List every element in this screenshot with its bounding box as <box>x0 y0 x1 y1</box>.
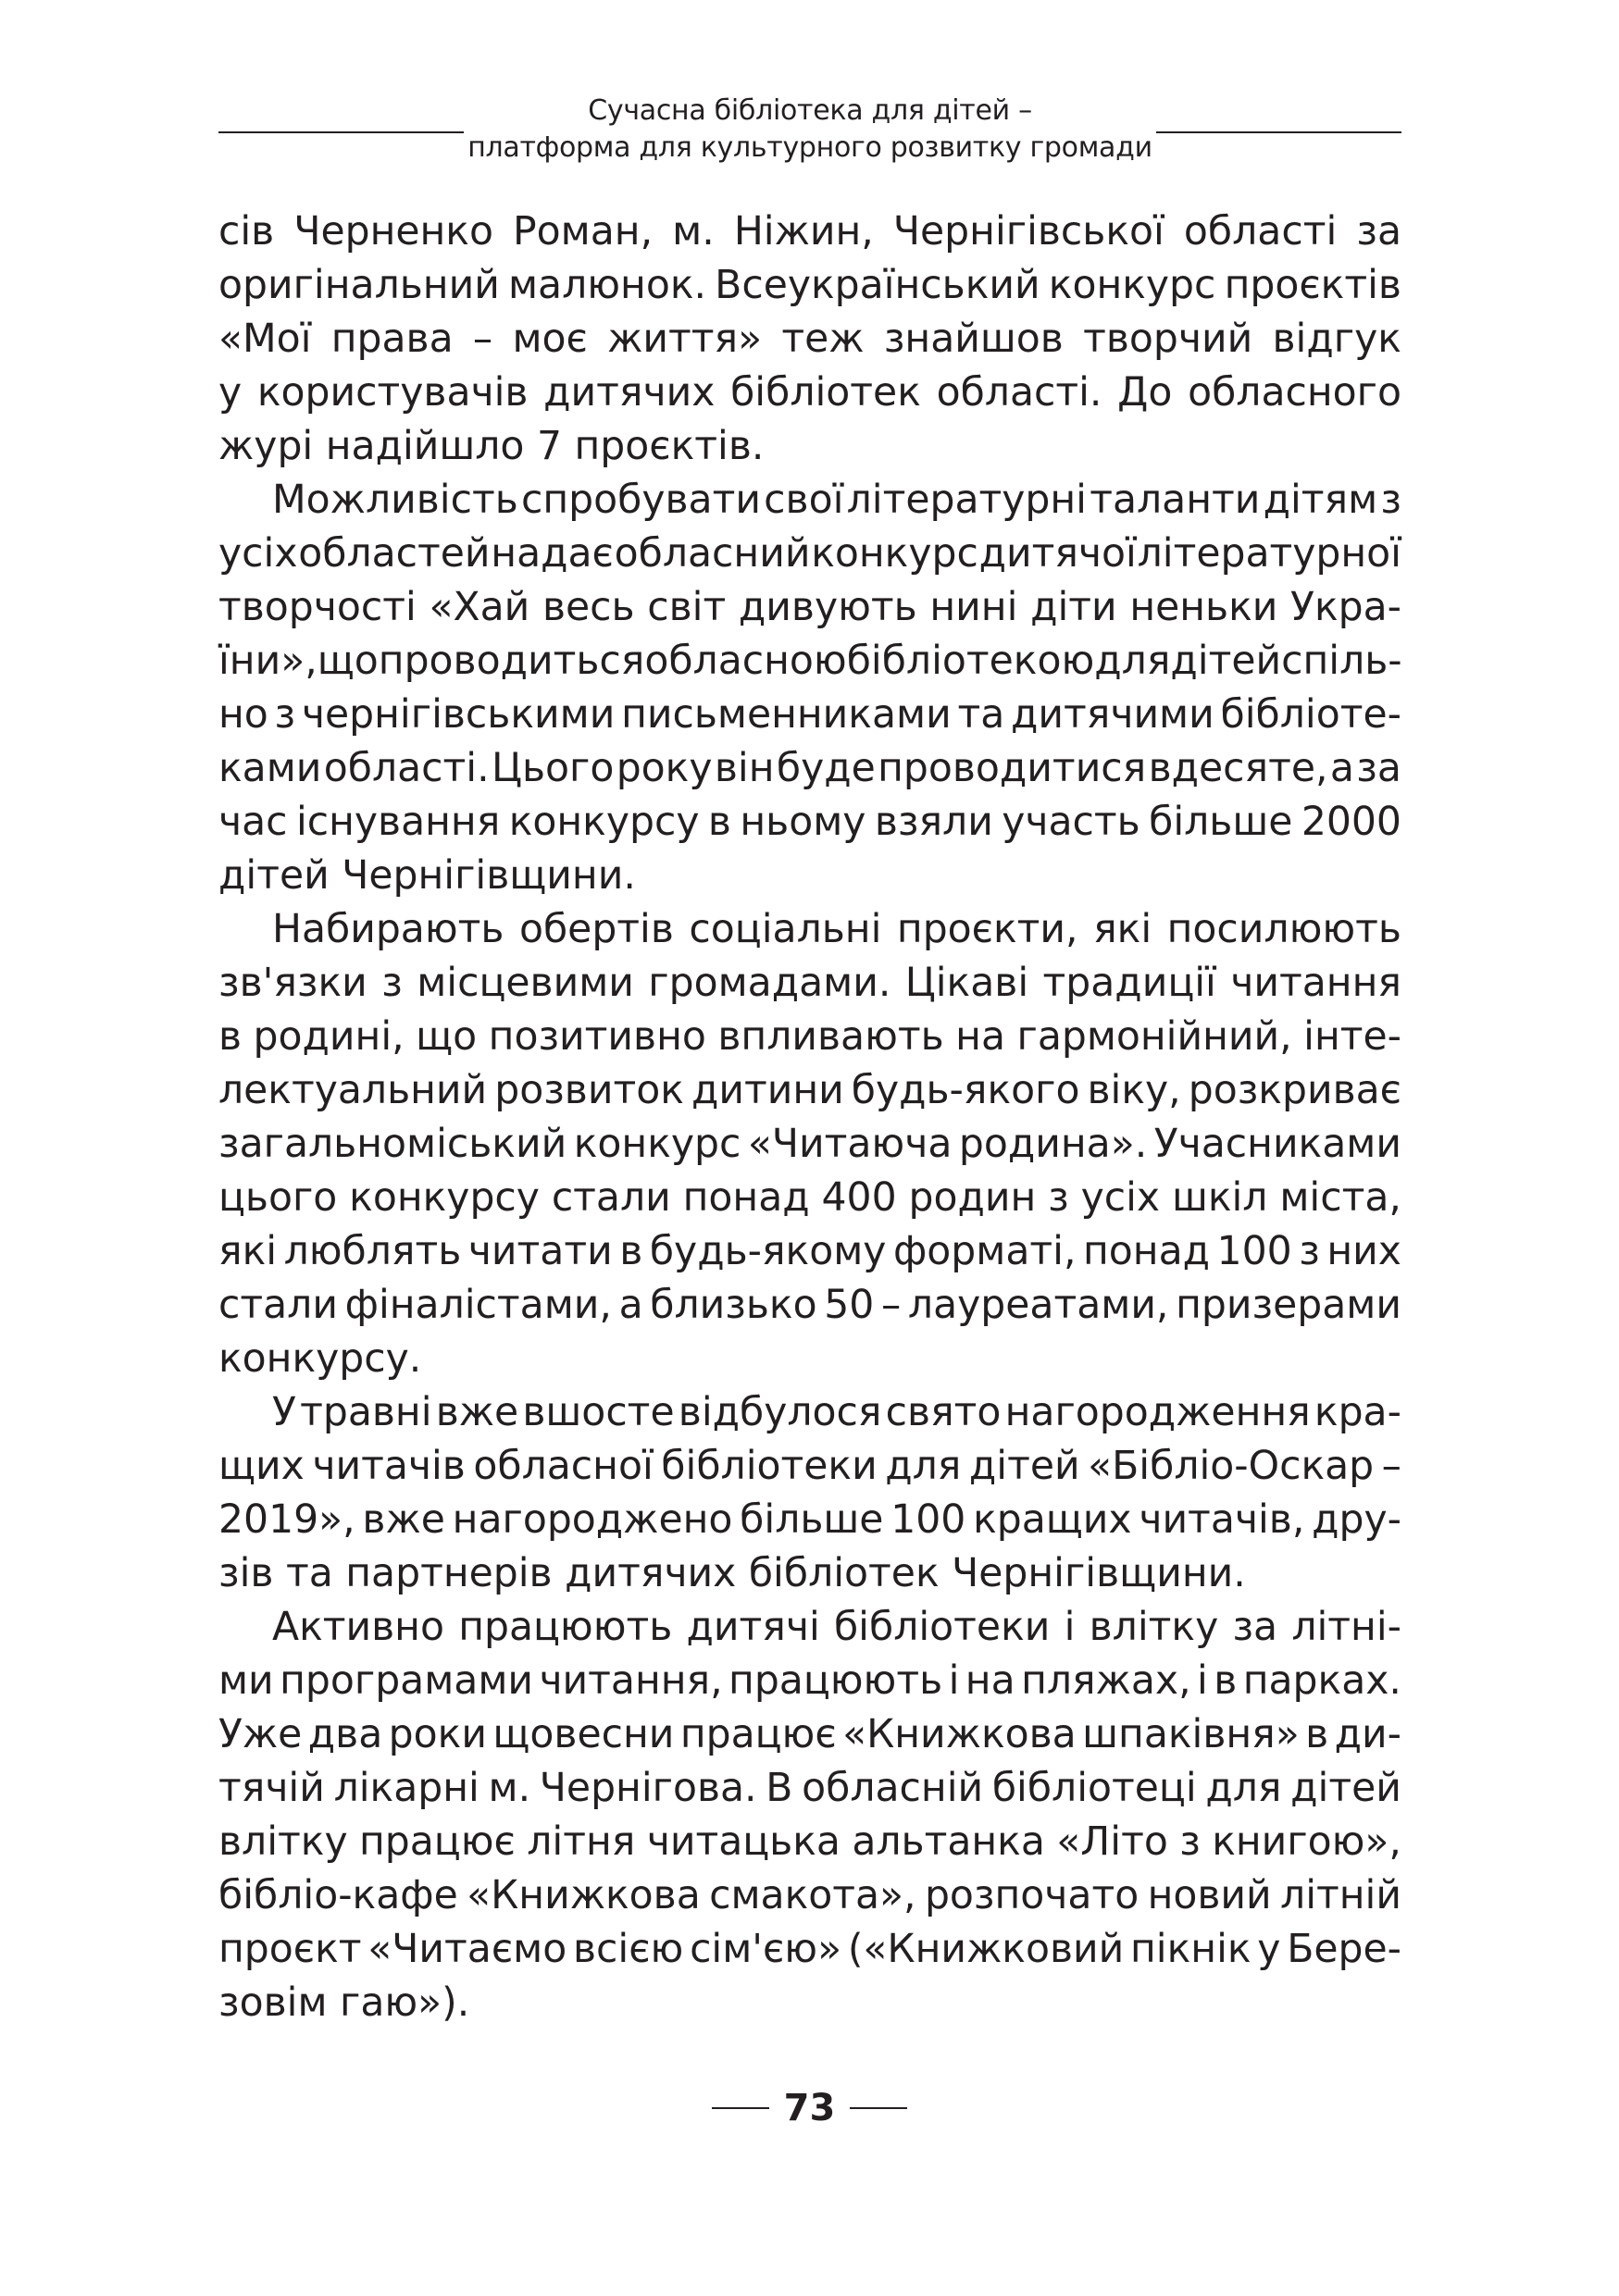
text-line: усіх областей надає обласний конкурс дитячої літературної <box>218 531 1401 577</box>
body-text <box>218 205 1401 2030</box>
text-line: в родині, що позитивно впливають на гармонійний, інте- <box>218 1014 1401 1060</box>
text-line: конкурсу. <box>218 1336 422 1382</box>
paragraph <box>218 1601 1401 2030</box>
text-line: бібліо-кафе «Книжкова смакота», розпочато новий літній <box>218 1873 1401 1918</box>
page-number-dash-right <box>850 2107 907 2109</box>
text-line: ми програмами читання, працюють і на пляжах, і в парках. <box>218 1658 1401 1704</box>
text-line: цього конкурсу стали понад 400 родин з усіх шкіл міста, <box>218 1175 1401 1221</box>
text-line: зів та партнерів дитячих бібліотек Чернігівщини. <box>218 1551 1246 1596</box>
text-line: «Мої права – моє життя» теж знайшов творчий відгук <box>218 316 1401 362</box>
text-line: проєкт «Читаємо всією сім'єю» («Книжковий пікнік у Бере- <box>218 1927 1401 1972</box>
text-line: Активно працюють дитячі бібліотеки і влітку за літні- <box>272 1605 1401 1650</box>
text-line: Набирають обертів соціальні проєкти, які посилюють <box>272 907 1401 952</box>
text-line: но з чернігівськими письменниками та дитячими бібліоте- <box>218 692 1401 738</box>
page-number: 73 <box>783 2087 836 2129</box>
paragraph <box>218 903 1401 1386</box>
text-line: стали фіналістами, а близько 50 – лауреатами, призерами <box>218 1283 1401 1328</box>
text-line: які люблять читати в будь-якому форматі, понад 100 з них <box>218 1229 1401 1274</box>
text-line: журі надійшло 7 проєктів. <box>218 424 765 469</box>
header-title-line-2: платформа для культурного розвитку громади <box>467 131 1152 164</box>
text-line: Можливість спробувати свої літературні таланти дітям з <box>272 478 1401 523</box>
text-line: лектуальний розвиток дитини будь-якого віку, розкриває <box>218 1068 1401 1113</box>
header-rule-left <box>218 131 464 133</box>
text-line: творчості «Хай весь світ дивують нині діти неньки Укра- <box>218 585 1401 630</box>
text-line: влітку працює літня читацька альтанка «Літо з книгою», <box>218 1819 1401 1865</box>
text-line: тячій лікарні м. Чернігова. В обласній бібліотеці для дітей <box>218 1766 1401 1811</box>
text-line: ками області. Цього року він буде проводитися вдесяте, а за <box>218 746 1401 791</box>
text-line: зовім гаю»). <box>218 1980 470 2026</box>
text-line: дітей Чернігівщини. <box>218 853 636 899</box>
header-title-line-1: Сучасна бібліотека для дітей – <box>588 94 1032 127</box>
header-rule-right <box>1156 131 1401 133</box>
text-line: щих читачів обласної бібліотеки для дітей «Бібліо-Оскар – <box>218 1444 1401 1489</box>
paragraph <box>218 474 1401 903</box>
paragraph <box>218 205 1401 474</box>
text-line: зв'язки з місцевими громадами. Цікаві традиції читання <box>218 961 1401 1006</box>
running-header <box>218 93 1401 167</box>
text-line: У травні вже вшосте відбулося свято нагородження кра- <box>272 1390 1401 1435</box>
text-line: у користувачів дитячих бібліотек області. До обласного <box>218 370 1401 416</box>
page-number-dash-left <box>712 2107 769 2109</box>
text-line: 2019», вже нагороджено більше 100 кращих читачів, дру- <box>218 1497 1401 1543</box>
paragraph <box>218 1386 1401 1601</box>
text-line: сів Черненко Роман, м. Ніжин, Чернігівської області за <box>218 209 1401 254</box>
text-line: Уже два роки щовесни працює «Книжкова шпаківня» в ди- <box>218 1712 1401 1757</box>
text-line: їни», що проводиться обласною бібліотекою для дітей спіль- <box>218 639 1402 684</box>
text-line: час існування конкурсу в ньому взяли участь більше 2000 <box>218 800 1401 845</box>
text-line: оригінальний малюнок. Всеукраїнський конкурс проєктів <box>218 263 1401 308</box>
page-number-footer <box>0 2082 1619 2134</box>
header-title <box>464 93 1156 167</box>
text-line: загальноміський конкурс «Читаюча родина». Учасниками <box>218 1122 1401 1167</box>
